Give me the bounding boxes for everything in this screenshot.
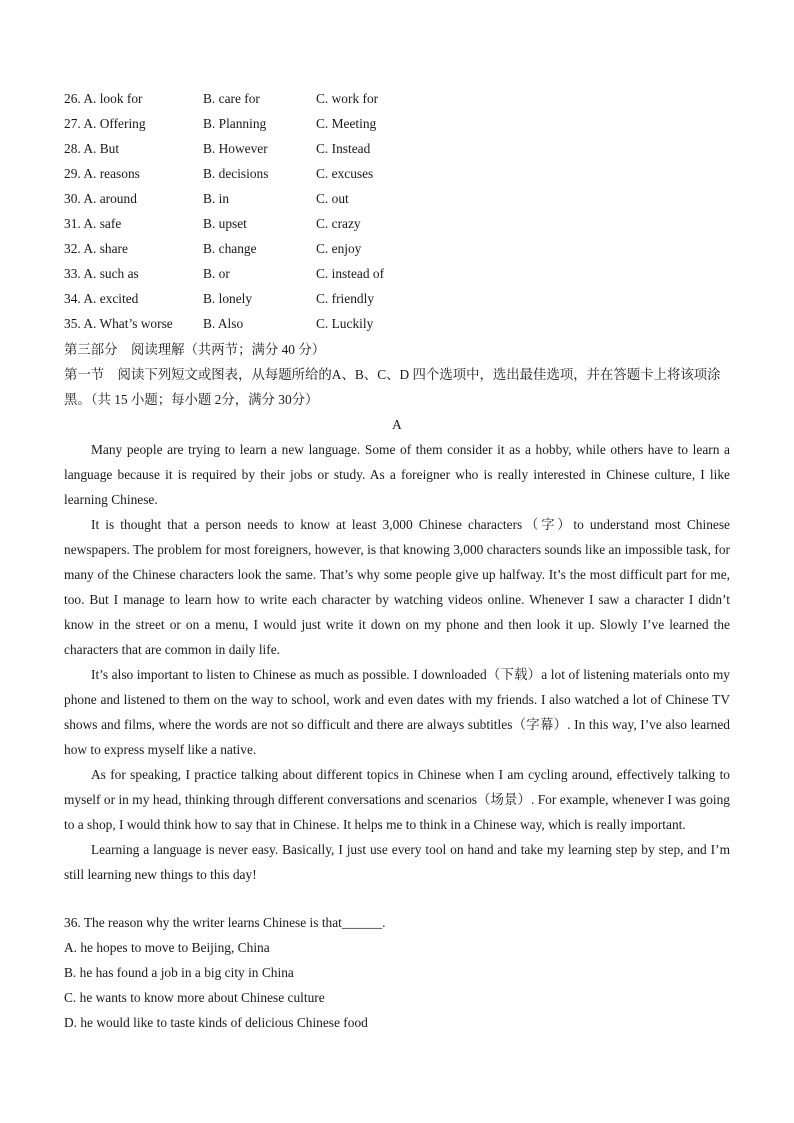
option-c: C. crazy	[316, 216, 361, 231]
option-b: B. Also	[203, 316, 244, 331]
option-b: B. in	[203, 191, 230, 206]
passage-paragraph: It’s also important to listen to Chinese as much as possible. I downloaded（下载）a lot of listening materials onto my phone and listened to them on the way to school, work and even dates with my friends. I also watched a lot of Chinese TV shows and films, where the words are not so difficult and there are always subtitles（字幕）. In this way, I’ve also learned how to express myself like a native.	[64, 667, 730, 757]
option-a: 33. A. such as	[64, 266, 139, 281]
option-a: 26. A. look for	[64, 91, 143, 106]
question-36	[64, 910, 730, 1035]
question-choice-c: C. he wants to know more about Chinese culture	[64, 990, 325, 1005]
option-a: 32. A. share	[64, 241, 128, 256]
option-c: C. instead of	[316, 266, 385, 281]
option-c: C. Meeting	[316, 116, 377, 131]
option-a: 27. A. Offering	[64, 116, 146, 131]
question-stem: 36. The reason why the writer learns Chinese is that______.	[64, 915, 386, 930]
option-c: C. Luckily	[316, 316, 374, 331]
passage-paragraph: Many people are trying to learn a new language. Some of them consider it as a hobby, while others have to learn a language because it is required by their jobs or study. As a foreigner who is really interested in Chinese culture, I like learning Chinese.	[64, 442, 730, 507]
option-b: B. Planning	[203, 116, 267, 131]
option-c: C. excuses	[316, 166, 374, 181]
option-b: B. lonely	[203, 291, 253, 306]
question-choice-a: A. he hopes to move to Beijing, China	[64, 940, 270, 955]
option-c: C. work for	[316, 91, 379, 106]
option-b: B. change	[203, 241, 257, 256]
option-a: 35. A. What’s worse	[64, 316, 173, 331]
option-c: C. enjoy	[316, 241, 362, 256]
reading-passage	[64, 437, 730, 887]
option-c: C. friendly	[316, 291, 375, 306]
option-a: 30. A. around	[64, 191, 137, 206]
option-b: B. decisions	[203, 166, 269, 181]
option-b: B. upset	[203, 216, 247, 231]
passage-paragraph: As for speaking, I practice talking about different topics in Chinese when I am cycling around, effectively talking to myself or in my head, thinking through different conversations and scenarios（场景）. For example, whenever I was going to a shop, I would think how to say that in Chinese. It helps me to think in a Chinese way, which is really important.	[64, 767, 730, 832]
question-choice-b: B. he has found a job in a big city in China	[64, 965, 294, 980]
section-instruction: 第一节 阅读下列短文或图表，从每题所给的A、B、C、D 四个选项中，选出最佳选项，并在答题卡上将该项涂黑。（共 15 小题；每小题 2分，满分 30分）	[64, 367, 721, 407]
option-c: C. out	[316, 191, 349, 206]
section-title: 第三部分 阅读理解（共两节；满分 40 分）	[64, 342, 326, 357]
question-choice-d: D. he would like to taste kinds of delicious Chinese food	[64, 1015, 368, 1030]
passage-paragraph: It is thought that a person needs to know at least 3,000 Chinese characters（字）to understand most Chinese newspapers. The problem for most foreigners, however, is that knowing 3,000 characters sounds like an impossible task, for many of the Chinese characters look the same. That’s why some people give up halfway. It’s the most difficult part for me, too. But I manage to learn how to write each character by watching videos online. Whenever I saw a character I didn’t know in the street or on a menu, I would just write it down on my phone and then look it up. Slowly I’ve learned the characters that are common in daily life.	[64, 517, 730, 657]
option-a: 29. A. reasons	[64, 166, 140, 181]
passage-paragraph: Learning a language is never easy. Basically, I just use every tool on hand and take my learning step by step, and I’m still learning new things to this day!	[64, 842, 730, 882]
option-a: 28. A. But	[64, 141, 120, 156]
option-b: B. However	[203, 141, 268, 156]
option-b: B. care for	[203, 91, 260, 106]
option-b: B. or	[203, 266, 230, 281]
option-a: 34. A. excited	[64, 291, 139, 306]
passage-letter: A	[392, 417, 402, 432]
option-a: 31. A. safe	[64, 216, 122, 231]
option-c: C. Instead	[316, 141, 371, 156]
